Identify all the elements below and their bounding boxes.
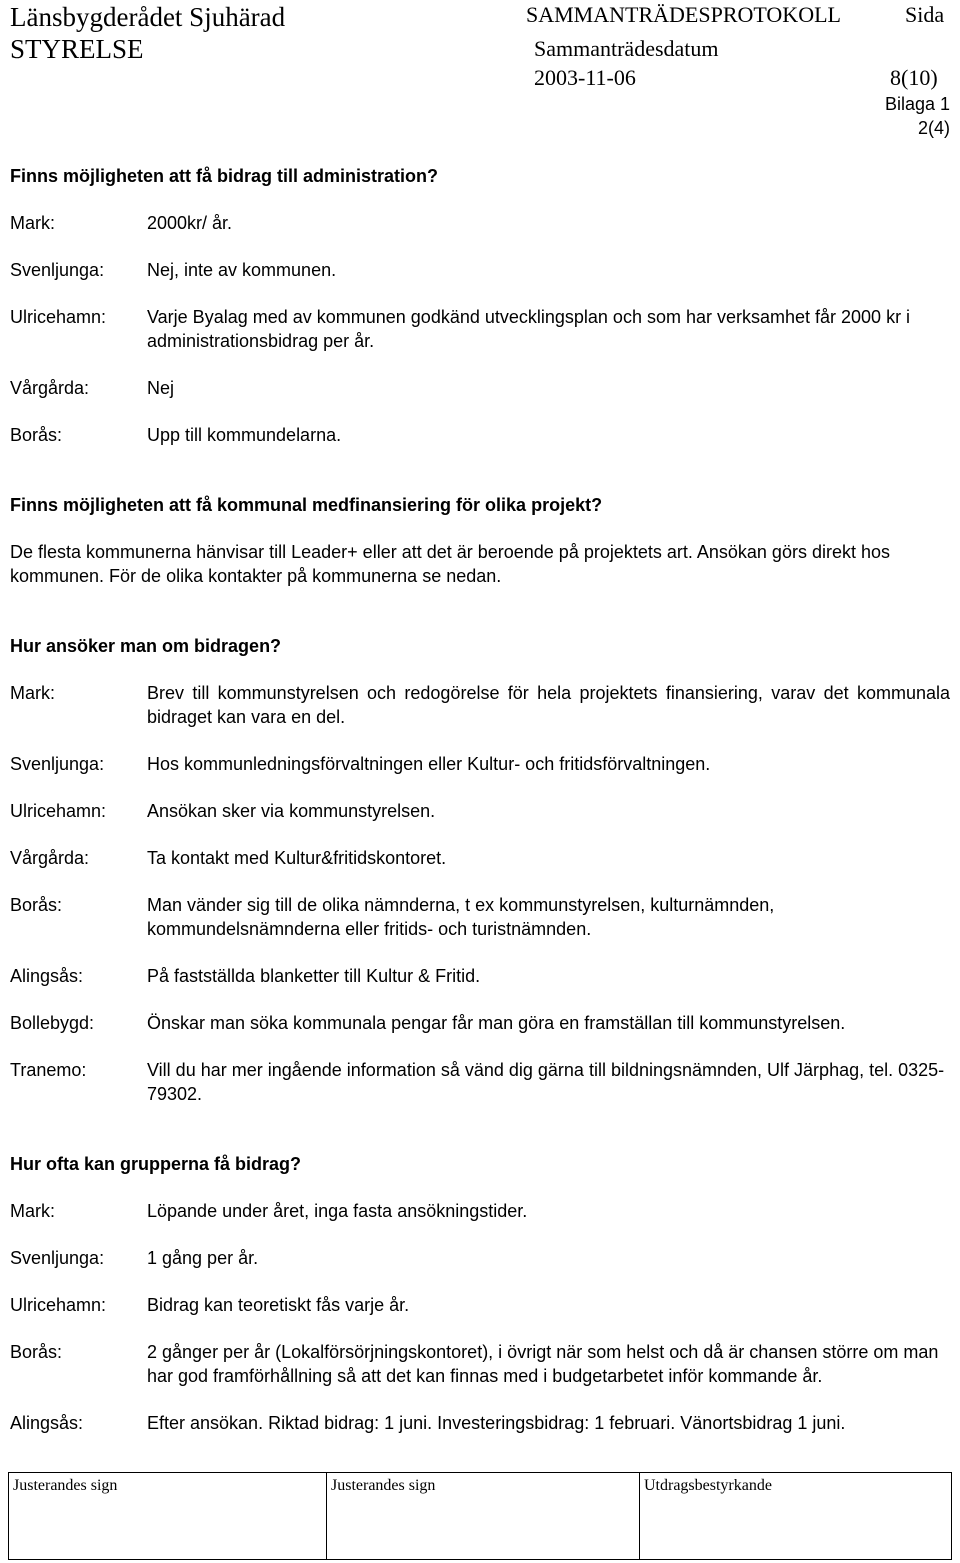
municipality-label: Borås: [10, 425, 63, 445]
certification-cell [640, 1473, 951, 1559]
answer-text: Nej, inte av kommunen. [147, 260, 337, 280]
signature-footer [8, 1472, 952, 1560]
municipality-label: Ulricehamn: [10, 1295, 107, 1315]
answer-text: Efter ansökan. Riktad bidrag: 1 juni. Investeringsbidrag: 1 februari. Vänortsbidrag 1 juni. [147, 1413, 846, 1433]
answer-text: Nej [147, 378, 175, 398]
municipality-label: Svenljunga: [10, 1248, 105, 1268]
question-heading: Hur ansöker man om bidragen? [10, 636, 282, 656]
answer-row [10, 752, 950, 776]
signature-cell-2 [327, 1473, 640, 1559]
date-label: Sammanträdesdatum [534, 36, 719, 61]
answer-row [10, 1199, 950, 1223]
municipality-label: Bollebygd: [10, 1013, 95, 1033]
question-heading: Finns möjligheten att få bidrag till administration? [10, 166, 439, 186]
paragraph: De flesta kommunerna hänvisar till Leader+ eller att det är beroende på projektets art. Ansökan görs direkt hos kommunen. För de olika kontakter på kommunerna se nedan. [10, 542, 890, 586]
answer-row [10, 376, 950, 400]
section-application [10, 634, 950, 1106]
certification-label: Utdragsbestyrkande [644, 1477, 772, 1494]
section-administration [10, 164, 950, 447]
answer-row [10, 305, 950, 353]
municipality-label: Ulricehamn: [10, 307, 107, 327]
municipality-label: Borås: [10, 895, 63, 915]
municipality-label: Vårgårda: [10, 848, 90, 868]
answer-row [10, 1058, 950, 1106]
municipality-label: Svenljunga: [10, 754, 105, 774]
answer-row [10, 846, 950, 870]
municipality-label: Alingsås: [10, 966, 84, 986]
attachment-label: Bilaga 1 [884, 94, 950, 114]
municipality-label: Ulricehamn: [10, 801, 107, 821]
document-type: SAMMANTRÄDESPROTOKOLL [526, 2, 841, 27]
answer-row [10, 1340, 950, 1388]
answer-text: 2000kr/ år. [147, 213, 233, 233]
answer-row [10, 1293, 950, 1317]
question-heading: Hur ofta kan grupperna få bidrag? [10, 1154, 302, 1174]
answer-text: Ta kontakt med Kultur&fritidskontoret. [147, 848, 447, 868]
body-name: STYRELSE [10, 34, 144, 64]
answer-text: Hos kommunledningsförvaltningen eller Kultur- och fritidsförvaltningen. [147, 754, 711, 774]
answer-row [10, 423, 950, 447]
signature-cell-1 [9, 1473, 327, 1559]
answer-text: Bidrag kan teoretiskt fås varje år. [147, 1295, 410, 1315]
answer-row [10, 258, 950, 282]
answer-text: Upp till kommundelarna. [147, 425, 342, 445]
answer-row [10, 893, 950, 941]
meeting-date: 2003-11-06 [534, 65, 636, 90]
answer-text: 2 gånger per år (Lokalförsörjningskontoret), i övrigt när som helst och då är chansen större om man har god framförhållning så att det kan finnas med i budgetarbetet inför kommande år. [147, 1342, 939, 1386]
signature-label: Justerandes sign [331, 1477, 436, 1494]
answer-text: Löpande under året, inga fasta ansökningstider. [147, 1201, 528, 1221]
signature-label: Justerandes sign [13, 1477, 118, 1494]
municipality-label: Mark: [10, 683, 55, 703]
answer-text: Man vänder sig till de olika nämnderna, t ex kommunstyrelsen, kulturnämnden, kommundelsnämnderna eller fritids- och turistnämnden. [147, 895, 775, 939]
section-cofinancing [10, 493, 950, 588]
municipality-label: Borås: [10, 1342, 63, 1362]
answer-row [10, 211, 950, 235]
answer-text: Vill du har mer ingående information så vänd dig gärna till bildningsnämnden, Ulf Järphag, tel. 0325-79302. [147, 1060, 945, 1104]
answer-text: Brev till kommunstyrelsen och redogörelse för hela projektets finansiering, varav det kommunala bidraget kan vara en del. [147, 683, 950, 727]
municipality-label: Mark: [10, 1201, 55, 1221]
municipality-label: Vårgårda: [10, 378, 90, 398]
answer-row [10, 799, 950, 823]
question-heading: Finns möjligheten att få kommunal medfinansiering för olika projekt? [10, 495, 603, 515]
answer-row [10, 1246, 950, 1270]
answer-text: Önskar man söka kommunala pengar får man göra en framställan till kommunstyrelsen. [147, 1013, 846, 1033]
municipality-label: Svenljunga: [10, 260, 105, 280]
answer-row [10, 1411, 950, 1435]
document-body [10, 164, 950, 1435]
page-label: Sida [905, 2, 945, 27]
section-frequency [10, 1152, 950, 1435]
municipality-label: Mark: [10, 213, 55, 233]
answer-row [10, 681, 950, 729]
page-number: 8(10) [890, 65, 938, 90]
answer-row [10, 964, 950, 988]
answer-text: 1 gång per år. [147, 1248, 259, 1268]
answer-text: Ansökan sker via kommunstyrelsen. [147, 801, 436, 821]
municipality-label: Alingsås: [10, 1413, 84, 1433]
answer-text: På fastställda blanketter till Kultur & Fritid. [147, 966, 481, 986]
answer-text: Varje Byalag med av kommunen godkänd utvecklingsplan och som har verksamhet får 2000 kr i administrationsbidrag per år. [147, 307, 911, 351]
municipality-label: Tranemo: [10, 1060, 87, 1080]
organization-name: Länsbygderådet Sjuhärad [10, 2, 286, 32]
attachment-page: 2(4) [917, 118, 950, 138]
answer-row [10, 1011, 950, 1035]
